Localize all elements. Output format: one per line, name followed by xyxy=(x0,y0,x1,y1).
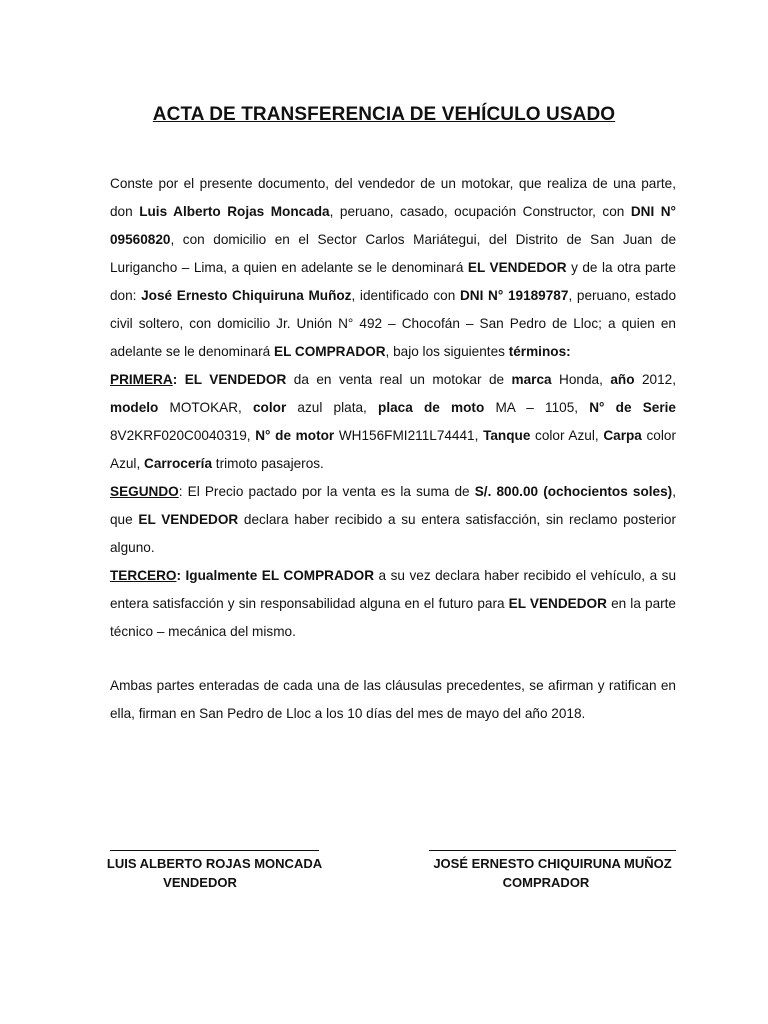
clause-tercero-text-3: en la parte técnico – mecánica del mismo. xyxy=(110,596,676,639)
field-motor-value: WH156FMI211L74441, xyxy=(334,428,484,443)
seller-role: EL VENDEDOR xyxy=(467,260,567,275)
intro-paragraph xyxy=(110,170,676,366)
document-body xyxy=(110,170,676,728)
sale-price: S/. 800.00 (ochocientos soles) xyxy=(474,484,673,499)
seller-name: Luis Alberto Rojas Moncada xyxy=(139,204,330,219)
clause-segundo-text-1: : El Precio pactado por la venta es la suma de xyxy=(178,484,475,499)
terms-label: términos: xyxy=(508,344,571,359)
intro-text-5: , identificado con xyxy=(351,288,460,303)
field-carpa-value: color Azul, xyxy=(110,428,676,471)
clause-tercero-buyer: EL COMPRADOR xyxy=(261,568,375,583)
field-anio-value: 2012, xyxy=(634,372,677,387)
intro-text-3: , con domicilio en el Sector Carlos Mariátegui, del Distrito de San Juan de Lurigancho – Lima, a quien en adelante se le denominará xyxy=(110,232,676,275)
field-marca-value: Honda, xyxy=(551,372,611,387)
field-color-key: color xyxy=(253,400,287,415)
clause-segundo-label: SEGUNDO xyxy=(110,484,179,499)
clause-tercero-text-1: : Igualmente xyxy=(176,568,262,583)
field-placa-key: placa de moto xyxy=(378,400,485,415)
clause-segundo xyxy=(110,478,676,562)
clause-tercero-seller: EL VENDEDOR xyxy=(508,596,607,611)
intro-text-7: , bajo los siguientes xyxy=(385,344,509,359)
field-modelo-value: MOTOKAR, xyxy=(158,400,253,415)
field-motor-key: N° de motor xyxy=(255,428,335,443)
field-marca-key: marca xyxy=(511,372,552,387)
seller-signature-line xyxy=(110,850,319,851)
field-serie-key: N° de Serie xyxy=(589,400,676,415)
clause-tercero-label: TERCERO xyxy=(110,568,177,583)
seller-dni: DNI N° 09560820 xyxy=(110,204,676,247)
intro-text-4: y de la otra parte don: xyxy=(110,260,676,303)
buyer-name: José Ernesto Chiquiruna Muñoz xyxy=(141,288,352,303)
clause-primera-seller: EL VENDEDOR xyxy=(184,372,287,387)
field-carpa-key: Carpa xyxy=(603,428,642,443)
buyer-role: EL COMPRADOR xyxy=(274,344,386,359)
field-modelo-key: modelo xyxy=(110,400,159,415)
buyer-signature-name: JOSÉ ERNESTO CHIQUIRUNA MUÑOZ xyxy=(433,856,672,871)
buyer-signature-line xyxy=(429,850,676,851)
clause-primera-text: da en venta real un motokar de xyxy=(286,372,512,387)
field-placa-value: MA – 1105, xyxy=(484,400,590,415)
field-tanque-value: color Azul, xyxy=(530,428,604,443)
clause-tercero-text-2: a su vez declara haber recibido el vehículo, a su entera satisfacción y sin responsabilidad alguna en el futuro para xyxy=(110,568,677,611)
document-title: ACTA DE TRANSFERENCIA DE VEHÍCULO USADO xyxy=(152,104,616,125)
intro-text-2: , peruano, casado, ocupación Constructor, con xyxy=(329,204,631,219)
clause-primera-colon: : xyxy=(172,372,185,387)
field-color-value: azul plata, xyxy=(286,400,379,415)
clause-tercero xyxy=(110,562,676,646)
clause-primera-label: PRIMERA xyxy=(110,372,173,387)
clause-segundo-seller: EL VENDEDOR xyxy=(138,512,239,527)
field-carroceria-key: Carrocería xyxy=(144,456,213,471)
buyer-dni: DNI N° 19189787 xyxy=(459,288,569,303)
seller-signature-role: VENDEDOR xyxy=(163,875,237,890)
field-anio-key: año xyxy=(610,372,635,387)
field-serie-value: 8V2KRF020C0040319, xyxy=(110,428,256,443)
field-carroceria-value: trimoto pasajeros. xyxy=(212,456,324,471)
intro-text-1: Conste por el presente documento, del vendedor de un motokar, que realiza de una parte, don xyxy=(110,176,676,219)
closing-paragraph: Ambas partes enteradas de cada una de las cláusulas precedentes, se afirman y ratifican en ella, firman en San Pedro de Lloc a los 10 días del mes de mayo del año 2018. xyxy=(110,678,676,721)
clause-primera xyxy=(110,366,676,478)
clause-segundo-text-2: , que xyxy=(110,484,676,527)
clause-segundo-text-3: declara haber recibido a su entera satisfacción, sin reclamo posterior alguno. xyxy=(110,512,676,555)
buyer-signature-role: COMPRADOR xyxy=(502,875,590,890)
intro-text-6: , peruano, estado civil soltero, con domicilio Jr. Unión N° 492 – Chocofán – San Pedro de Lloc; a quien en adelante se le denominará xyxy=(110,288,677,359)
seller-signature-name: LUIS ALBERTO ROJAS MONCADA xyxy=(106,856,323,871)
field-tanque-key: Tanque xyxy=(483,428,531,443)
